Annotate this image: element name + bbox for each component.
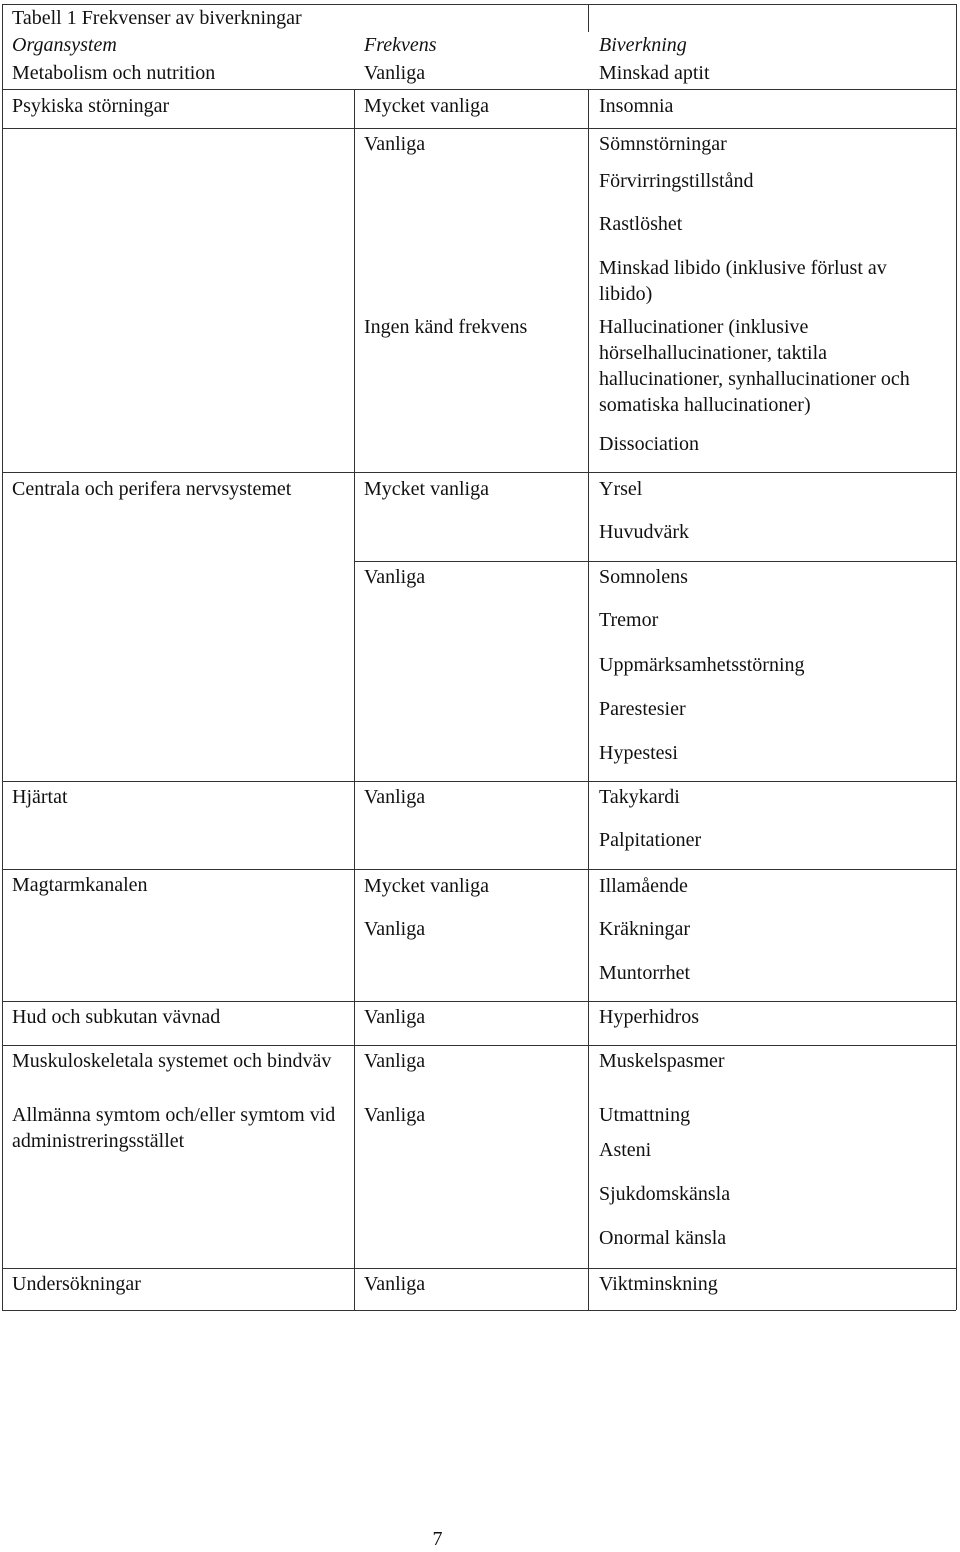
reaction-cell: Minskad libido (inklusive förlust av libido): [599, 257, 887, 305]
reaction-cell: Yrsel: [599, 478, 643, 500]
reaction-cell: Förvirringstillstånd: [599, 170, 754, 192]
reaction-cell: Onormal känsla: [599, 1227, 727, 1249]
reaction-cell: Hypestesi: [599, 742, 678, 764]
frequency-cell: Vanliga: [364, 1273, 426, 1295]
reaction-cell: Hallucinationer (inklusive hörselhallucinationer, taktila hallucinationer, synhallucinationer och somatiska hallucinationer): [599, 316, 910, 416]
reaction-cell: Viktminskning: [599, 1273, 718, 1295]
table-rule: [2, 1268, 956, 1269]
reaction-cell: Muskelspasmer: [599, 1050, 725, 1072]
frequency-cell: Mycket vanliga: [364, 478, 489, 500]
organ-cell: Undersökningar: [12, 1273, 141, 1295]
table-rule: [2, 1045, 956, 1046]
reaction-cell: Illamående: [599, 875, 688, 897]
column-header-adverse-reaction: Biverkning: [599, 34, 687, 56]
reaction-cell: Dissociation: [599, 433, 699, 455]
reaction-cell: Minskad aptit: [599, 62, 710, 84]
table-rule: [354, 561, 956, 562]
reaction-cell: Parestesier: [599, 698, 686, 720]
table-rule: [354, 89, 355, 1310]
frequency-cell: Vanliga: [364, 62, 426, 84]
reaction-cell: Tremor: [599, 609, 659, 631]
frequency-cell: Vanliga: [364, 566, 426, 588]
table-rule: [2, 89, 956, 90]
reaction-cell: Sjukdomskänsla: [599, 1183, 731, 1205]
frequency-cell: Vanliga: [364, 1104, 426, 1126]
reaction-cell: Somnolens: [599, 566, 688, 588]
table-caption: Tabell 1 Frekvenser av biverkningar: [12, 7, 302, 29]
frequency-cell: Vanliga: [364, 1006, 426, 1028]
table-rule: [2, 781, 956, 782]
reaction-cell: Huvudvärk: [599, 521, 689, 543]
frequency-cell: Ingen känd frekvens: [364, 316, 528, 338]
reaction-cell: Uppmärksamhetsstörning: [599, 654, 805, 676]
table-rule: [2, 869, 956, 870]
organ-cell: Allmänna symtom och/eller symtom vid administreringsstället: [12, 1104, 336, 1152]
organ-cell: Magtarmkanalen: [12, 874, 148, 896]
column-header-frequency: Frekvens: [364, 34, 437, 56]
table-rule: [956, 4, 957, 1310]
table-rule: [2, 4, 3, 1310]
table-rule: [2, 472, 956, 473]
table-rule: [2, 1001, 956, 1002]
reaction-cell: Sömnstörningar: [599, 133, 727, 155]
table-rule: [2, 1310, 956, 1311]
table-rule: [2, 128, 956, 129]
organ-cell: Metabolism och nutrition: [12, 62, 216, 84]
frequency-cell: Mycket vanliga: [364, 95, 489, 117]
frequency-cell: Vanliga: [364, 786, 426, 808]
organ-cell: Hjärtat: [12, 786, 68, 808]
reaction-cell: Palpitationer: [599, 829, 702, 851]
organ-cell: Muskuloskeletala systemet och bindväv: [12, 1050, 332, 1072]
reaction-cell: Rastlöshet: [599, 213, 683, 235]
page-number: 7: [432, 1528, 443, 1550]
frequency-cell: Vanliga: [364, 1050, 426, 1072]
frequency-cell: Vanliga: [364, 918, 426, 940]
reaction-cell: Insomnia: [599, 95, 674, 117]
reaction-cell: Utmattning: [599, 1104, 691, 1126]
reaction-cell: Hyperhidros: [599, 1006, 699, 1028]
frequency-cell: Vanliga: [364, 133, 426, 155]
organ-cell: Psykiska störningar: [12, 95, 170, 117]
reaction-cell: Muntorrhet: [599, 962, 691, 984]
organ-cell: Centrala och perifera nervsystemet: [12, 478, 292, 500]
reaction-cell: Asteni: [599, 1139, 652, 1161]
table-rule: [588, 89, 589, 1310]
column-header-organ-system: Organsystem: [12, 34, 117, 56]
organ-cell: Hud och subkutan vävnad: [12, 1006, 221, 1028]
frequency-cell: Mycket vanliga: [364, 875, 489, 897]
table-rule: [588, 4, 589, 32]
reaction-cell: Kräkningar: [599, 918, 691, 940]
reaction-cell: Takykardi: [599, 786, 680, 808]
